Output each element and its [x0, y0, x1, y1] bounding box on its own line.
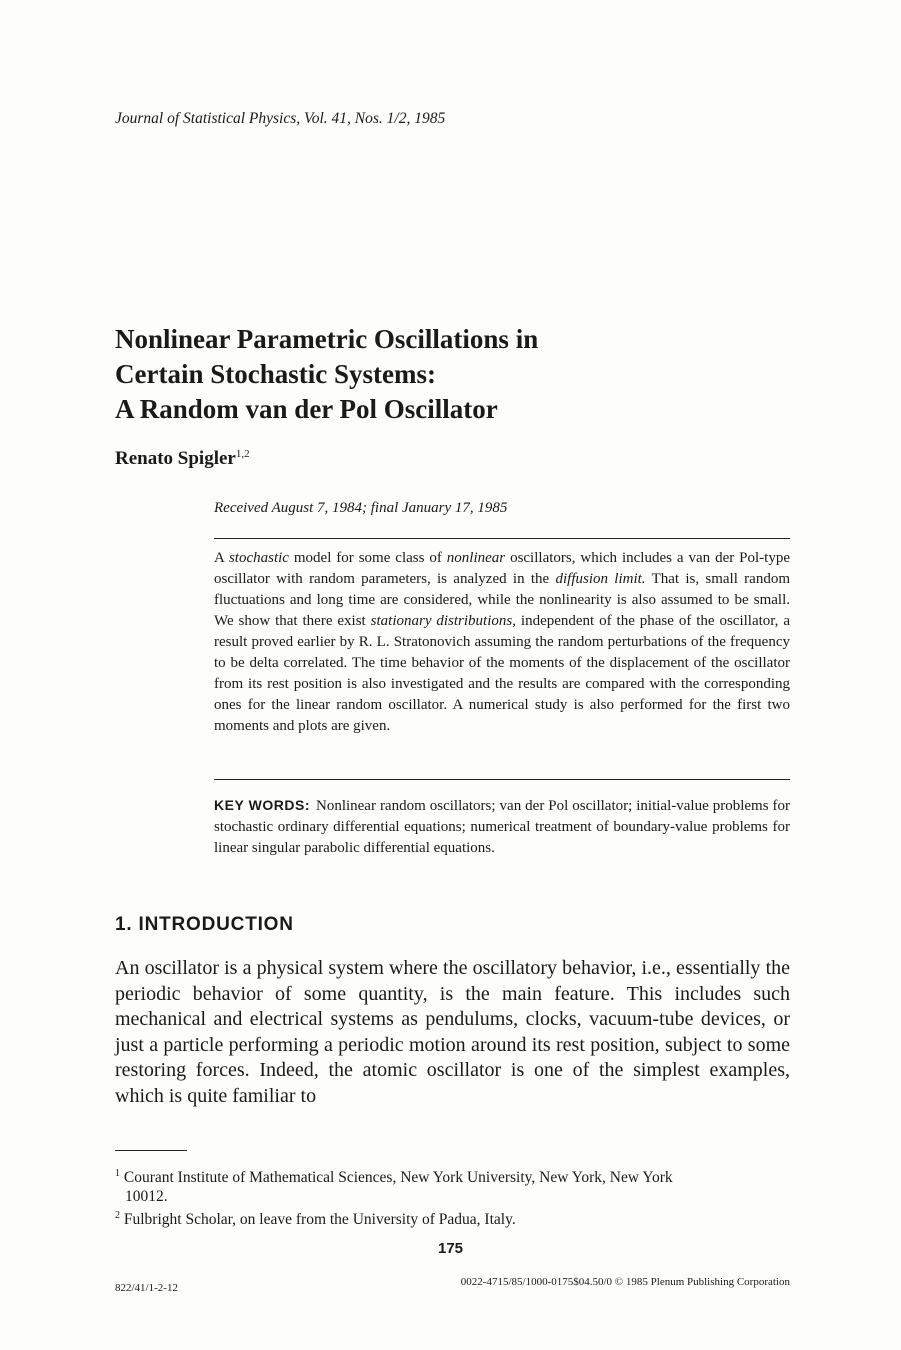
copyright-line: 0022-4715/85/1000-0175$04.50/0 © 1985 Plenum Publishing Corporation: [460, 1276, 790, 1288]
abstract-top-rule: [214, 538, 790, 539]
abstract-text: independent of the phase of the oscillator, a result proved earlier by R. L. Stratonovich assuming the random perturbations of the frequency to be delta correlated. The time behavior of the moments of the displacement of the oscillator from its rest position is also investigated and the results are compared with the corresponding ones for the linear random oscillator. A numerical study is also performed for the first two moments and plots are given.: [214, 613, 791, 734]
author-affiliation-marks: 1,2: [235, 448, 250, 460]
title-line-1: Nonlinear Parametric Oscillations in: [115, 324, 539, 354]
title-line-3: A Random van der Pol Oscillator: [115, 394, 498, 424]
footnote-2: [115, 1206, 790, 1229]
journal-citation: Journal of Statistical Physics, Vol. 41, Nos. 1/2, 1985: [115, 110, 446, 127]
page-number: 175: [437, 1240, 464, 1257]
author-name: Renato Spigler: [115, 448, 236, 469]
keywords-label: KEY WORDS:: [214, 797, 310, 813]
footnote-mark: 2: [115, 1210, 120, 1221]
abstract-text: That is, small random fluctuations and long time are considered, while the nonlinearity is also assumed to be small. We show that there exist: [214, 571, 790, 629]
footnote-text: Courant Institute of Mathematical Sciences, New York University, New York, New York: [123, 1169, 673, 1186]
abstract-emphasis: stationary distributions,: [370, 613, 516, 629]
abstract-emphasis: diffusion limit.: [555, 571, 646, 587]
footnote-mark: 1: [115, 1168, 120, 1179]
keywords-text: Nonlinear random oscillators; van der Pol oscillator; initial-value problems for stochastic ordinary differential equations; numerical treatment of boundary-value problems for linear singular parabolic differential equations.: [214, 798, 791, 856]
abstract-text: A: [214, 550, 229, 566]
abstract-text: oscillators, which includes a van der Pol-type oscillator with random parameters, is analyzed in the: [214, 550, 790, 587]
author: [115, 448, 250, 470]
abstract-text: model for some class of: [288, 550, 447, 566]
abstract: [214, 548, 790, 737]
footnote-rule: [115, 1150, 187, 1151]
article-title: [115, 322, 755, 427]
abstract-emphasis: nonlinear: [446, 550, 506, 566]
received-dates: Received August 7, 1984; final January 17, 1985: [214, 500, 508, 516]
introduction-paragraph: An oscillator is a physical system where the oscillatory behavior, i.e., essentially the periodic behavior of some quantity, is the main feature. This includes such mechanical and electrical systems as pendulums, clocks, vacuum-tube devices, or just a particle performing a periodic motion around its rest position, subject to some restoring forces. Indeed, the atomic oscillator is one of the simplest examples, which is quite familiar to: [115, 957, 790, 1107]
keywords: [214, 795, 790, 859]
abstract-bottom-rule: [214, 779, 790, 780]
footnote-1: [115, 1164, 790, 1206]
footnote-text-continued: 10012.: [125, 1188, 168, 1205]
manuscript-code: 822/41/1-2-12: [115, 1282, 178, 1294]
title-line-2: Certain Stochastic Systems:: [115, 359, 436, 389]
abstract-emphasis: stochastic: [228, 550, 289, 566]
footnote-text: Fulbright Scholar, on leave from the University of Padua, Italy.: [123, 1211, 516, 1228]
section-heading: 1. INTRODUCTION: [115, 914, 294, 935]
